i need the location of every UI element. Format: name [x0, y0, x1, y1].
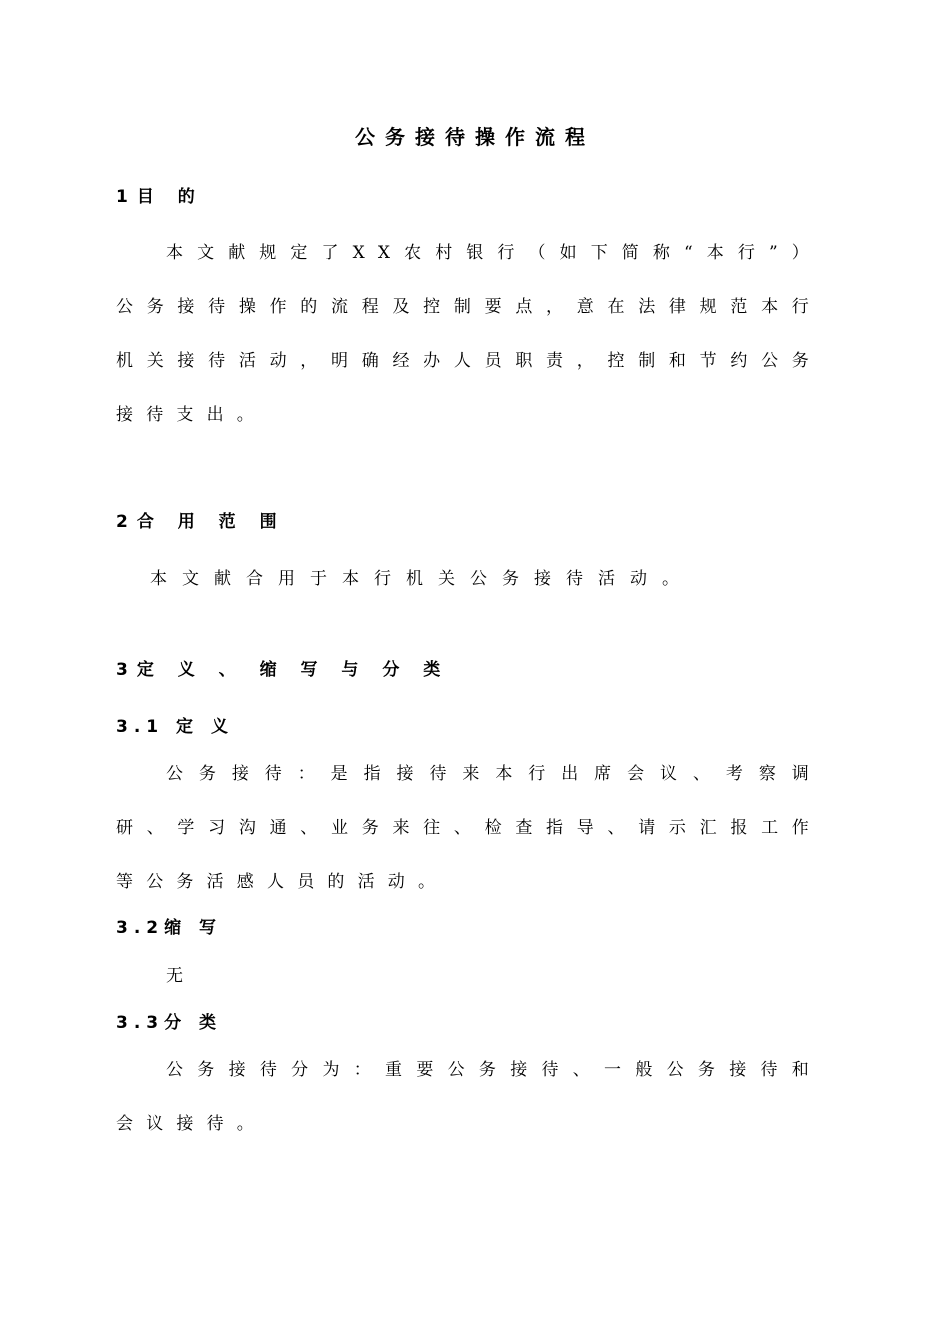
- section-3-3-heading: 3.3分 类: [116, 1013, 223, 1033]
- section-1-heading: 1目 的: [116, 187, 204, 207]
- section-3-3-body: 公务接待分为：重要公务接待、一般公务接待和会议接待。: [116, 1060, 822, 1134]
- section-2-body: 本文献合用于本行机关公务接待活动。: [150, 569, 694, 589]
- section-1-body: 本文献规定了XX农村银行（如下简称“本行”）公务接待操作的流程及控制要点，意在法律规范本行机关接待活动，明确经办人员职责，控制和节约公务接待支出。: [116, 243, 822, 425]
- document-title: 公务接待操作流程: [355, 125, 595, 149]
- section-2-heading: 2合 用 范 围: [116, 512, 286, 532]
- section-3-1-body: 公务接待：是指接待来本行出席会议、考察调研、学习沟通、业务来往、检查指导、请示汇报工作等公务活感人员的活动。: [116, 764, 822, 892]
- section-3-2-body: 无: [166, 966, 198, 986]
- section-3-2-heading: 3.2缩 写: [116, 918, 223, 938]
- section-3-heading: 3定 义 、 缩 写 与 分 类: [116, 660, 450, 680]
- section-3-1-heading: 3.1 定 义: [116, 717, 234, 737]
